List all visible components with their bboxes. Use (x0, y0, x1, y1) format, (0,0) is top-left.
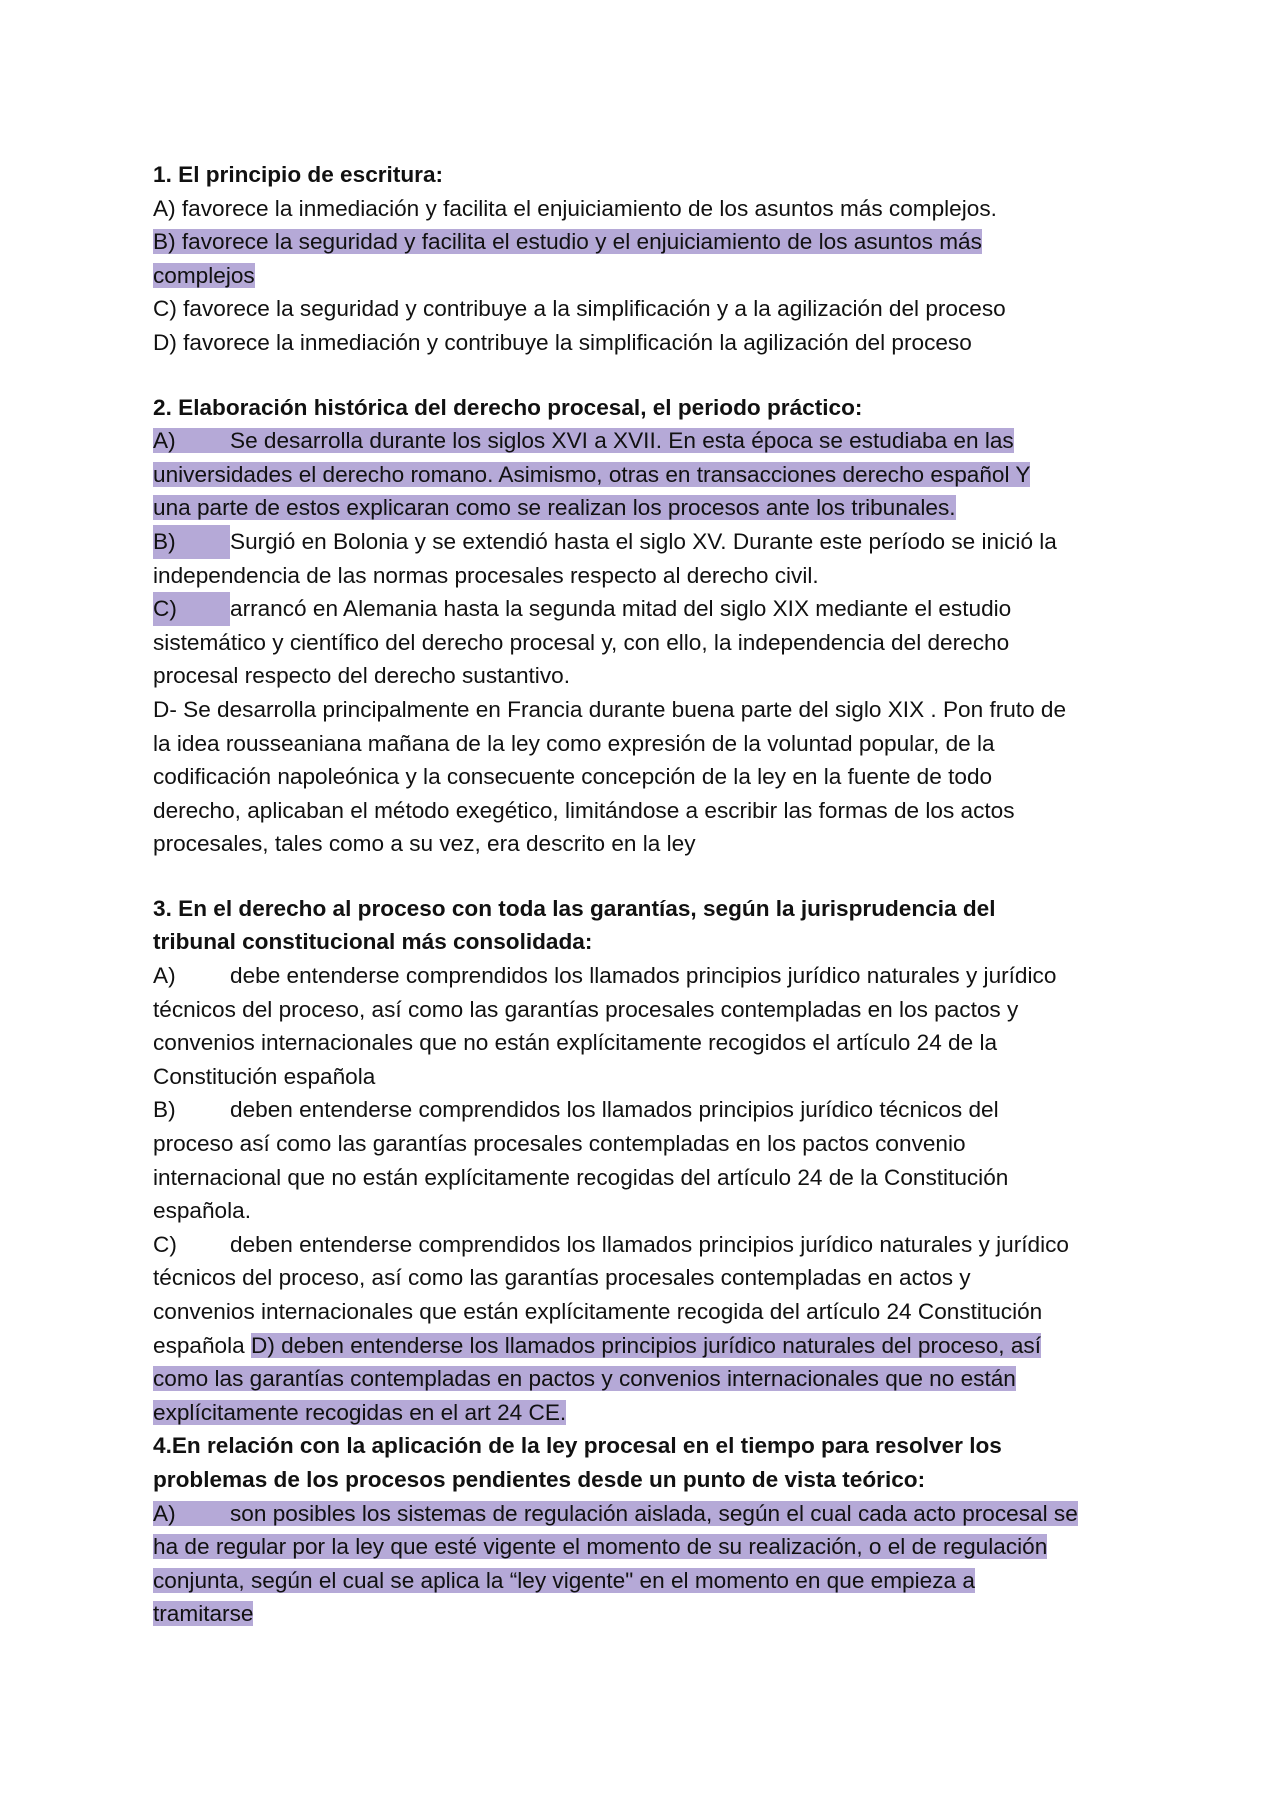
q2-option-a-line-1: Se desarrolla durante los siglos XVI a XVII. En esta época se estudiaba en las (230, 428, 1014, 454)
question-1-title: 1. El principio de escritura: (153, 162, 444, 187)
q3-option-a-line-2: técnicos del proceso, así como las garantías procesales contempladas en los pactos y (153, 996, 1019, 1022)
q3-option-d-line-2: como las garantías contempladas en pactos y convenios internacionales que no están (153, 1366, 1016, 1392)
q2-option-a-line-2: universidades el derecho romano. Asimismo, otras en transacciones derecho español Y (153, 461, 1031, 487)
q2-option-a-line-3: una parte de estos explicaran como se realizan los procesos ante los tribunales. (153, 495, 956, 521)
q2-option-d-line-2: la idea rousseaniana mañana de la ley como expresión de la voluntad popular, de la (153, 730, 995, 756)
q4-option-a-line-2: ha de regular por la ley que esté vigente el momento de su realización, o el de regulación (153, 1534, 1048, 1560)
q3-option-a-letter: A) (153, 963, 176, 989)
question-3-title-line-2: tribunal constitucional más consolidada: (153, 929, 593, 955)
spacer (153, 861, 1143, 892)
q2-option-c-line-2: sistemático y científico del derecho procesal y, con ello, la independencia del derecho (153, 629, 1010, 655)
question-4-title-line-1: 4.En relación con la aplicación de la ley procesal en el tiempo para resolver los (153, 1433, 1002, 1459)
q3-option-d-line-3: explícitamente recogidas en el art 24 CE. (153, 1399, 567, 1425)
q3-option-c-line-4: española (153, 1332, 245, 1358)
question-4-title-line-2: problemas de los procesos pendientes desde un punto de vista teórico: (153, 1466, 926, 1492)
document-content (153, 158, 1143, 1631)
q2-option-c-letter: C) (153, 592, 230, 626)
q2-option-b-line-1: Surgió en Bolonia y se extendió hasta el siglo XV. Durante este período se inició la (230, 528, 1057, 554)
q2-option-d-line-5: procesales, tales como a su vez, era descrito en la ley (153, 831, 696, 857)
q3-option-b-line-1: deben entenderse comprendidos los llamados principios jurídico técnicos del (230, 1097, 999, 1123)
q1-option-c: C) favorece la seguridad y contribuye a la simplificación y a la agilización del proceso (153, 296, 1006, 322)
q1-option-d: D) favorece la inmediación y contribuye la simplificación la agilización del proceso (153, 329, 972, 355)
q3-option-d-line-1: D) deben entenderse los llamados principios jurídico naturales del proceso, así (251, 1332, 1041, 1358)
q2-option-d-line-1: D- Se desarrolla principalmente en Francia durante buena parte del siglo XIX . Pon fruto de (153, 696, 1067, 722)
q3-option-c-line-3: convenios internacionales que están explícitamente recogida del artículo 24 Constitución (153, 1299, 1043, 1324)
question-3-title-line-1: 3. En el derecho al proceso con toda las garantías, según la jurisprudencia del (153, 895, 996, 921)
q3-option-a-line-3: convenios internacionales que no están explícitamente recogidos el artículo 24 de la (153, 1030, 998, 1056)
q3-option-a-line-1: debe entenderse comprendidos los llamados principios jurídico naturales y jurídico (230, 963, 1057, 989)
q1-option-b-line-1: B) favorece la seguridad y facilita el estudio y el enjuiciamiento de los asuntos más (153, 229, 982, 255)
q4-option-a-line-1: son posibles los sistemas de regulación aislada, según el cual cada acto procesal se (230, 1500, 1078, 1526)
q3-option-a-line-4: Constitución española (153, 1063, 376, 1089)
q2-option-d-line-3: codificación napoleónica y la consecuente concepción de la ley en la fuente de todo (153, 764, 993, 790)
q4-option-a-line-3: conjunta, según el cual se aplica la “ley vigente" en el momento en que empieza a (153, 1567, 975, 1593)
q3-option-c-letter: C) (153, 1231, 177, 1257)
q2-option-c-line-1: arrancó en Alemania hasta la segunda mitad del siglo XIX mediante el estudio (230, 596, 1012, 622)
q4-option-a-line-4: tramitarse (153, 1601, 254, 1627)
q2-option-d-line-4: derecho, aplicaban el método exegético, limitándose a escribir las formas de los actos (153, 797, 1015, 823)
q3-option-b-line-4: española. (153, 1198, 251, 1224)
q3-option-b-line-2: proceso así como las garantías procesales contempladas en los pactos convenio (153, 1131, 966, 1157)
question-2-title: 2. Elaboración histórica del derecho procesal, el periodo práctico: (153, 394, 863, 420)
q3-option-b-line-3: internacional que no están explícitamente recogidas del artículo 24 de la Constitución (153, 1164, 1009, 1190)
q3-option-c-line-1: deben entenderse comprendidos los llamados principios jurídico naturales y jurídico (230, 1231, 1069, 1257)
q4-option-a-letter: A) (153, 1500, 176, 1526)
q3-option-c-line-2: técnicos del proceso, así como las garantías procesales contempladas en actos y (153, 1265, 971, 1291)
q3-option-b-letter: B) (153, 1097, 176, 1123)
q2-option-b-letter: B) (153, 525, 230, 559)
q2-option-a-letter: A) (153, 428, 176, 454)
q1-option-b-line-2: complejos (153, 262, 255, 288)
q2-option-c-line-3: procesal respecto del derecho sustantivo. (153, 663, 570, 689)
q2-option-b-line-2: independencia de las normas procesales respecto al derecho civil. (153, 562, 819, 588)
q1-option-a: A) favorece la inmediación y facilita el enjuiciamiento de los asuntos más complejos. (153, 195, 997, 221)
spacer (153, 360, 1143, 391)
